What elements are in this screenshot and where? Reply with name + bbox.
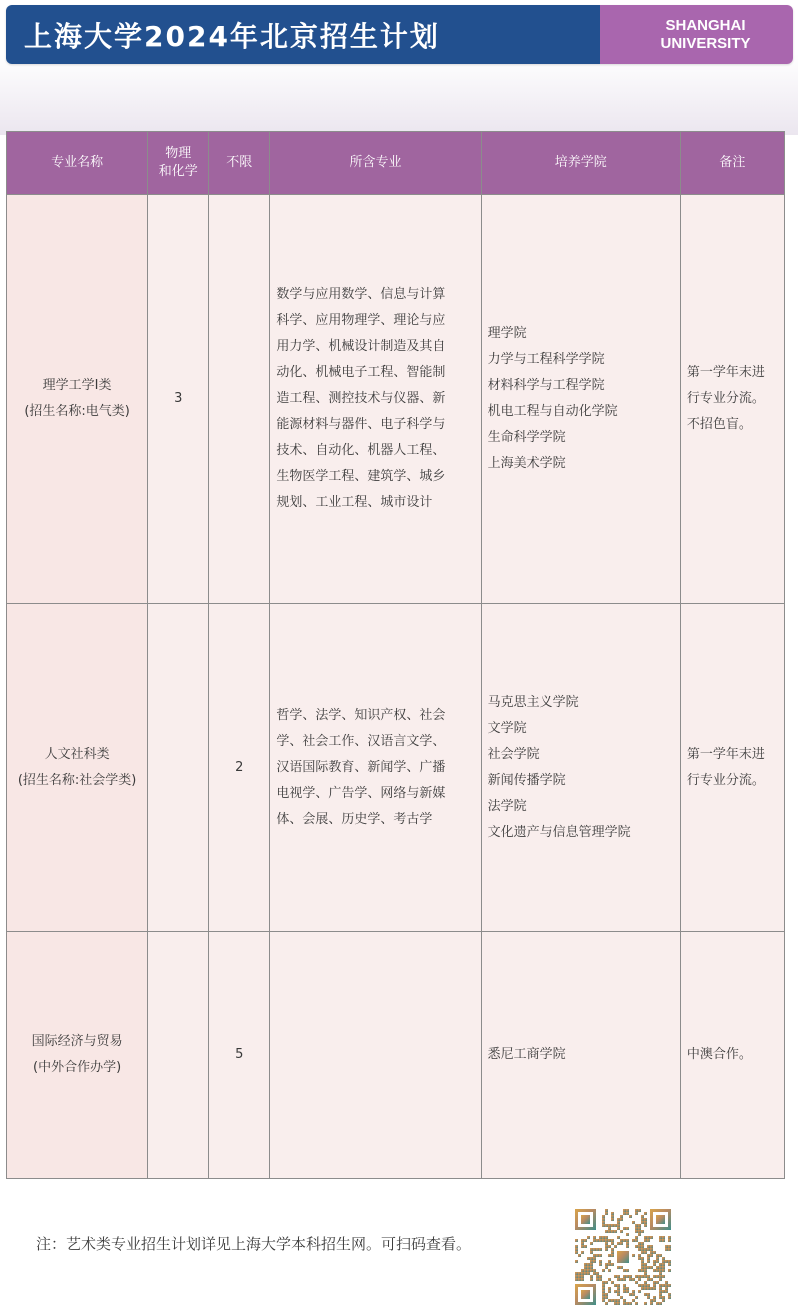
admission-plan-table: [6, 131, 785, 1179]
header-remarks: 备注: [680, 132, 784, 195]
university-logo-text: [600, 5, 793, 64]
no-limit-count: 2: [209, 604, 270, 932]
physics-chem-count: 3: [148, 195, 209, 604]
remarks: 中澳合作。: [680, 932, 784, 1179]
header-no-limit: 不限: [209, 132, 270, 195]
header-college: 培养学院: [481, 132, 680, 195]
header-physics-chem: 物理 和化学: [148, 132, 209, 195]
table-header-row: [7, 132, 785, 195]
page-title: 上海大学2024年北京招生计划: [24, 19, 440, 53]
table-row: [7, 932, 785, 1179]
included-majors: 数学与应用数学、信息与计算 科学、应用物理学、理论与应 用力学、机械设计制造及其自 动化、机械电子工程、智能制 造工程、测控技术与仪器、新 能源材料与器件、电子科学与 技术、自动化、机器人工程、 生物医学工程、建筑学、城乡 规划、工业工程、城市设计: [270, 195, 481, 604]
college-list: 悉尼工商学院: [481, 932, 680, 1179]
table-row: [7, 195, 785, 604]
major-name: 人文社科类 (招生名称:社会学类): [7, 604, 148, 932]
footnote: 注：艺术类专业招生计划详见上海大学本科招生网。可扫码查看。: [36, 1235, 472, 1253]
banner-main: [6, 5, 600, 64]
major-name: 国际经济与贸易 (中外合作办学): [7, 932, 148, 1179]
remarks: 第一学年末进 行专业分流。: [680, 604, 784, 932]
header-major: 专业名称: [7, 132, 148, 195]
header-included-majors: 所含专业: [270, 132, 481, 195]
no-limit-count: 5: [209, 932, 270, 1179]
brand-line-2: UNIVERSITY: [660, 34, 751, 52]
qr-code-graphic: [572, 1206, 674, 1308]
included-majors: [270, 932, 481, 1179]
table-row: [7, 604, 785, 932]
major-name: 理学工学Ⅰ类 (招生名称:电气类): [7, 195, 148, 604]
included-majors: 哲学、法学、知识产权、社会 学、社会工作、汉语言文学、 汉语国际教育、新闻学、广播 电视学、广告学、网络与新媒 体、会展、历史学、考古学: [270, 604, 481, 932]
college-list: 理学院 力学与工程科学学院 材料科学与工程学院 机电工程与自动化学院 生命科学学院 上海美术学院: [481, 195, 680, 604]
no-limit-count: [209, 195, 270, 604]
remarks: 第一学年末进 行专业分流。 不招色盲。: [680, 195, 784, 604]
physics-chem-count: [148, 932, 209, 1179]
title-banner: [6, 5, 793, 64]
qr-code-icon[interactable]: [572, 1206, 674, 1308]
brand-line-1: SHANGHAI: [665, 16, 746, 34]
college-list: 马克思主义学院 文学院 社会学院 新闻传播学院 法学院 文化遗产与信息管理学院: [481, 604, 680, 932]
physics-chem-count: [148, 604, 209, 932]
